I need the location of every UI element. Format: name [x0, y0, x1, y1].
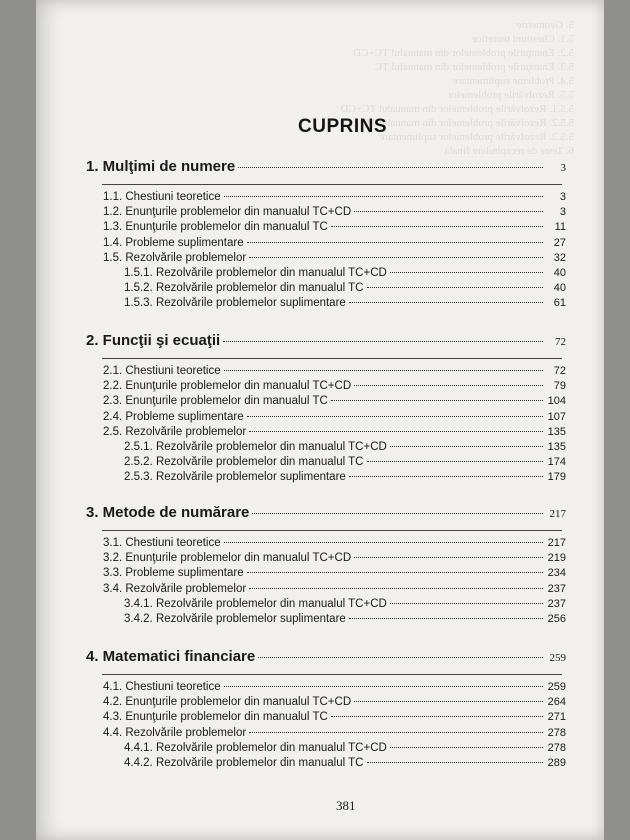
- entry-page: 179: [547, 471, 566, 484]
- leader-dots: [331, 716, 543, 717]
- entry-page: 3: [559, 191, 566, 203]
- show-through-line: 6. Teste de recapitulare finală: [444, 145, 574, 157]
- table-of-contents: [36, 0, 604, 840]
- entry-page: 135: [547, 425, 566, 438]
- entry-title: 1.4. Probleme suplimentare: [103, 236, 244, 249]
- leader-dots: [349, 476, 543, 477]
- leader-dots: [390, 446, 543, 447]
- leader-dots: [224, 370, 543, 371]
- entry-page: 32: [553, 251, 566, 264]
- leader-dots: [331, 226, 543, 227]
- toc-subsection: [124, 282, 566, 294]
- leader-dots: [354, 211, 543, 212]
- entry-page: 259: [547, 681, 566, 693]
- toc-section: [103, 696, 566, 708]
- entry-page: 104: [547, 395, 566, 408]
- chapter-divider: [102, 358, 562, 359]
- toc-chapter: [86, 158, 566, 175]
- leader-dots: [390, 747, 543, 748]
- toc-subsection: [124, 742, 566, 754]
- toc-section: [103, 380, 566, 392]
- show-through-line: 5.1. Chestiuni teoretice: [471, 33, 574, 45]
- entry-page: 40: [553, 267, 566, 279]
- entry-title: 3.4.2. Rezolvările problemelor suplimentare: [124, 613, 346, 625]
- leader-dots: [367, 762, 544, 763]
- entry-title: 3.1. Chestiuni teoretice: [103, 537, 221, 549]
- leader-dots: [349, 618, 543, 619]
- entry-title: 4.3. Enunţurile problemelor din manualul TC: [103, 711, 328, 724]
- leader-dots: [249, 257, 543, 258]
- entry-title: 1.5.1. Rezolvările problemelor din manualul TC+CD: [124, 267, 387, 279]
- toc-section: [103, 221, 566, 233]
- entry-page: 278: [547, 726, 566, 739]
- toc-chapter: [86, 332, 566, 349]
- entry-title: 1.5. Rezolvările problemelor: [103, 251, 247, 264]
- entry-page: 256: [547, 613, 566, 625]
- leader-dots: [223, 341, 543, 342]
- toc-section: [103, 537, 566, 549]
- toc-section: [103, 395, 566, 407]
- show-through-line: 5.5.3. Rezolvările problemelor suplimentare: [379, 131, 574, 143]
- entry-page: 217: [547, 537, 566, 549]
- entry-page: 234: [547, 567, 566, 580]
- toc-subsection: [124, 441, 566, 453]
- entry-title: 1.1. Chestiuni teoretice: [103, 191, 221, 203]
- leader-dots: [224, 542, 543, 543]
- entry-title: 1.2. Enunţurile problemelor din manualul TC+CD: [103, 206, 352, 219]
- leader-dots: [238, 167, 543, 168]
- toc-subsection: [124, 598, 566, 610]
- toc-chapter: [86, 504, 566, 521]
- leader-dots: [390, 603, 543, 604]
- leader-dots: [367, 287, 544, 288]
- toc-section: [103, 411, 566, 423]
- page-title: CUPRINS: [298, 116, 388, 137]
- chapter-divider: [102, 184, 562, 185]
- entry-page: 72: [553, 365, 566, 377]
- entry-title: 2.3. Enunţurile problemelor din manualul TC: [103, 395, 328, 408]
- toc-section: [103, 365, 566, 377]
- leader-dots: [390, 272, 543, 273]
- toc-section: [103, 206, 566, 218]
- leader-dots: [354, 385, 543, 386]
- entry-page: 135: [547, 441, 566, 453]
- toc-subsection: [124, 613, 566, 625]
- chapter-page: 72: [555, 336, 566, 348]
- entry-page: 237: [547, 582, 566, 595]
- entry-page: 289: [547, 757, 566, 769]
- entry-title: 2.2. Enunţurile problemelor din manualul TC+CD: [103, 380, 352, 393]
- leader-dots: [247, 416, 543, 417]
- leader-dots: [224, 686, 543, 687]
- chapter-title: 2. Funcţii şi ecuaţii: [86, 332, 221, 349]
- entry-title: 3.3. Probleme suplimentare: [103, 567, 244, 580]
- entry-page: 27: [553, 236, 566, 249]
- entry-title: 2.1. Chestiuni teoretice: [103, 365, 221, 377]
- entry-page: 271: [547, 711, 566, 724]
- leader-dots: [247, 572, 543, 573]
- chapter-divider: [102, 530, 562, 531]
- chapter-page: 259: [549, 652, 566, 664]
- entry-title: 1.5.2. Rezolvările problemelor din manualul TC: [124, 282, 364, 295]
- entry-page: 11: [554, 221, 566, 234]
- toc-section: [103, 252, 566, 264]
- toc-subsection: [124, 267, 566, 279]
- entry-page: 174: [547, 456, 566, 469]
- entry-title: 2.4. Probleme suplimentare: [103, 410, 244, 423]
- toc-section: [103, 191, 566, 203]
- entry-page: 107: [547, 410, 566, 423]
- toc-chapter: [86, 648, 566, 665]
- leader-dots: [249, 732, 543, 733]
- leader-dots: [258, 657, 543, 658]
- entry-title: 4.1. Chestiuni teoretice: [103, 681, 221, 693]
- toc-section: [103, 681, 566, 693]
- chapter-title: 1. Mulţimi de numere: [86, 158, 236, 175]
- entry-page: 219: [547, 552, 566, 565]
- entry-title: 4.4.1. Rezolvările problemelor din manualul TC+CD: [124, 741, 387, 754]
- entry-page: 79: [553, 380, 566, 393]
- toc-section: [103, 426, 566, 438]
- chapter-title: 4. Matematici financiare: [86, 648, 256, 665]
- toc-section: [103, 583, 566, 595]
- toc-section: [103, 552, 566, 564]
- chapter-page: 3: [560, 162, 566, 174]
- leader-dots: [354, 557, 543, 558]
- entry-page: 40: [553, 282, 566, 295]
- entry-title: 2.5.2. Rezolvările problemelor din manualul TC: [124, 456, 364, 469]
- entry-page: 278: [547, 741, 566, 754]
- book-page: [36, 0, 604, 840]
- show-through-line: 5.5.1. Rezolvările problemelor din manualul TC+CD: [340, 103, 574, 115]
- toc-section: [103, 727, 566, 739]
- entry-page: 61: [553, 297, 566, 310]
- leader-dots: [224, 196, 543, 197]
- leader-dots: [367, 461, 544, 462]
- toc-section: [103, 237, 566, 249]
- toc-subsection: [124, 471, 566, 483]
- show-through-line: 5.4. Probleme suplimentare: [453, 75, 574, 87]
- toc-subsection: [124, 757, 566, 769]
- leader-dots: [331, 400, 543, 401]
- leader-dots: [252, 513, 543, 514]
- entry-page: 237: [547, 597, 566, 610]
- entry-page: 3: [559, 206, 566, 219]
- leader-dots: [349, 302, 543, 303]
- entry-title: 4.4.2. Rezolvările problemelor din manualul TC: [124, 757, 364, 769]
- leader-dots: [249, 431, 543, 432]
- entry-title: 4.4. Rezolvările problemelor: [103, 726, 247, 739]
- entry-title: 3.4.1. Rezolvările problemelor din manualul TC+CD: [124, 597, 387, 610]
- chapter-page: 217: [549, 508, 566, 520]
- entry-title: 3.2. Enunţurile problemelor din manualul TC+CD: [103, 552, 352, 565]
- entry-title: 2.5. Rezolvările problemelor: [103, 425, 247, 438]
- chapter-title: 3. Metode de numărare: [86, 504, 250, 521]
- toc-subsection: [124, 297, 566, 309]
- entry-title: 2.5.3. Rezolvările problemelor suplimentare: [124, 471, 346, 484]
- entry-title: 1.3. Enunţurile problemelor din manualul TC: [103, 221, 328, 234]
- toc-section: [103, 567, 566, 579]
- chapter-divider: [102, 674, 562, 675]
- leader-dots: [247, 242, 543, 243]
- entry-title: 1.5.3. Rezolvările problemelor suplimentare: [124, 297, 346, 310]
- toc-section: [103, 711, 566, 723]
- show-through-line: 5.5.2. Rezolvările problemelor din manualul TC: [362, 117, 574, 129]
- show-through-line: 5.3. Enunţurile problemelor din manualul TC: [374, 61, 574, 73]
- entry-title: 2.5.1. Rezolvările problemelor din manualul TC+CD: [124, 441, 387, 453]
- leader-dots: [249, 588, 543, 589]
- entry-page: 264: [547, 696, 566, 709]
- leader-dots: [354, 701, 543, 702]
- show-through-line: 5.5. Rezolvările problemelor: [447, 89, 574, 101]
- show-through-line: 5.2. Enunţurile problemelor din manualul TC+CD: [353, 47, 574, 59]
- toc-subsection: [124, 456, 566, 468]
- entry-title: 4.2. Enunţurile problemelor din manualul TC+CD: [103, 696, 352, 709]
- entry-title: 3.4. Rezolvările problemelor: [103, 582, 247, 595]
- page-number: 381: [336, 798, 356, 813]
- show-through-line: 5. Geometrie: [516, 19, 574, 31]
